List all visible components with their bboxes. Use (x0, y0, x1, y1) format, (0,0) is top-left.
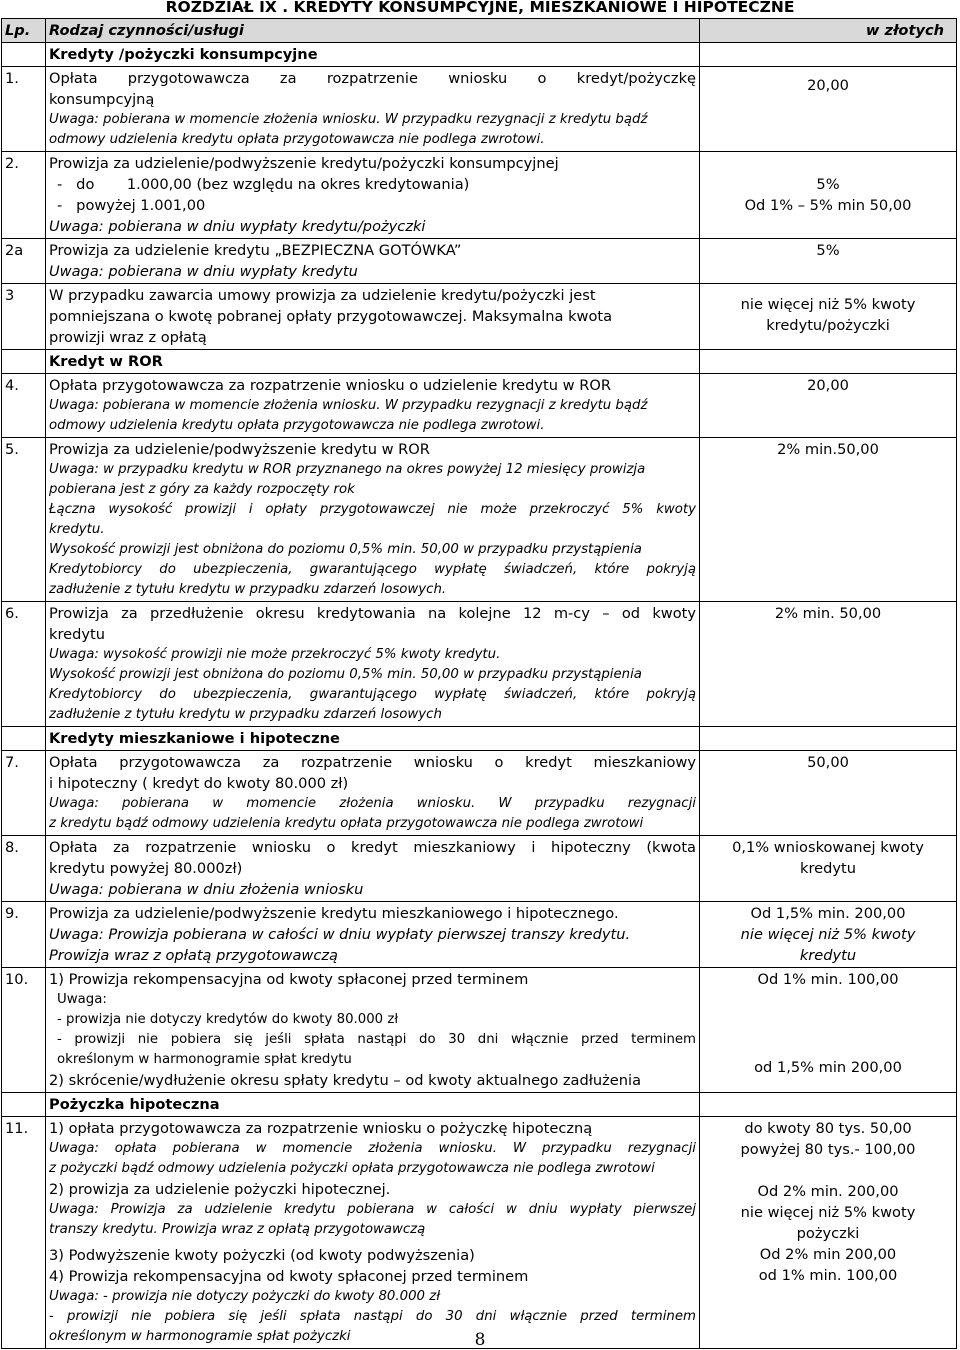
row-value-text: Od 2% min. 200,00 (757, 1183, 899, 1200)
row-value-text: od 1,5% min 200,00 (754, 1059, 902, 1076)
table-row (2, 968, 957, 1093)
row-note: - prowizja nie dotyczy kredytów do kwoty 80.000 zł (57, 1012, 399, 1027)
row-note: Uwaga: pobierana w momencie złożenia wniosku. W przypadku rezygnacji z kredytu bądź (49, 398, 648, 413)
row-description (46, 602, 700, 727)
section-consumer: Kredyty /pożyczki konsumpcyjne (46, 43, 700, 67)
row-number: 3 (2, 284, 46, 350)
row-text: pomniejszana o kwotę pobranej opłaty przygotowawczej. Maksymalna kwota (49, 308, 613, 325)
section-mortgage: Kredyty mieszkaniowe i hipoteczne (46, 727, 700, 751)
row-value-text: 20,00 (807, 77, 849, 94)
row-note: Uwaga: pobierana w momencie złożenia wniosku. W przypadku rezygnacji (49, 796, 696, 811)
row-note: transzy kredytu. Prowizja wraz z opłatą przygotowawczą (49, 1222, 426, 1237)
row-note: odmowy udzielenia kredytu opłata przygotowawcza nie podlega zwrotowi. (49, 418, 545, 433)
row-number: 5. (2, 438, 46, 602)
row-text: 1) opłata przygotowawcza za rozpatrzenie wniosku o pożyczkę hipoteczną (49, 1120, 593, 1137)
row-note: określonym w harmonogramie spłat kredytu (57, 1052, 352, 1067)
row-description (46, 751, 700, 836)
table-row (2, 374, 957, 438)
row-value-text: 0,1% wnioskowanej kwoty (732, 839, 924, 856)
row-note: Uwaga: Prowizja za udzielenie kredytu pobierana w całości w dniu wypłaty pierwszej (49, 1202, 696, 1217)
row-value (700, 836, 957, 902)
row-description (46, 67, 700, 152)
row-value (700, 67, 957, 152)
row-number: 8. (2, 836, 46, 902)
row-note: Wysokość prowizji jest obniżona do poziomu 0,5% min. 50,00 w przypadku przystąpienia (49, 667, 642, 682)
row-value (700, 968, 957, 1093)
row-number: 9. (2, 902, 46, 968)
row-text: 2) prowizja za udzielenie pożyczki hipotecznej. (49, 1181, 391, 1198)
row-value-text: 5% (816, 242, 840, 259)
row-note: Uwaga: pobierana w dniu wypłaty kredytu (49, 263, 358, 280)
row-value-text: pożyczki (796, 1225, 860, 1242)
table-header (2, 19, 957, 43)
row-note: odmowy udzielenia kredytu opłata przygotowawcza nie podlega zwrotowi. (49, 132, 545, 147)
row-note: Łączna wysokość prowizji i opłaty przygotowawczej nie może przekroczyć 5% kwoty (49, 502, 696, 517)
table-row (2, 902, 957, 968)
row-value-text: nie więcej niż 5% kwoty (740, 1204, 916, 1221)
row-note: - prowizji nie pobiera się jeśli spłata nastąpi do 30 dni włącznie przed terminem (49, 1309, 696, 1324)
row-note: kredytu. (49, 522, 105, 537)
row-note: Uwaga: Prowizja pobierana w całości w dniu wypłaty pierwszej transzy kredytu. (49, 926, 631, 943)
row-text: Opłata przygotowawcza za rozpatrzenie wniosku o udzielenie kredytu w ROR (49, 377, 611, 394)
table-row (2, 67, 957, 152)
row-note: Uwaga: pobierana w dniu wypłaty kredytu/pożyczki (49, 218, 426, 235)
row-value (700, 1117, 957, 1349)
section-row (2, 350, 957, 374)
row-description (46, 152, 700, 239)
table-row (2, 239, 957, 284)
row-number: 6. (2, 602, 46, 727)
row-note: Uwaga: wysokość prowizji nie może przekroczyć 5% kwoty kredytu. (49, 647, 501, 662)
header-lp: Lp. (2, 19, 46, 43)
row-text: Prowizja za udzielenie kredytu „BEZPIECZNA GOTÓWKA” (49, 242, 462, 259)
row-text: Opłata przygotowawcza za rozpatrzenie wniosku o kredyt/pożyczkę (49, 70, 696, 87)
row-text: 4) Prowizja rekompensacyjna od kwoty spłaconej przed terminem (49, 1268, 529, 1285)
row-text: 2) skrócenie/wydłużenie okresu spłaty kredytu – od kwoty aktualnego zadłużenia (49, 1072, 642, 1089)
row-value (700, 284, 957, 350)
row-note: - prowizji nie pobiera się jeśli spłata nastąpi do 30 dni włącznie przed terminem (57, 1032, 696, 1047)
section-row (2, 727, 957, 751)
row-value-text: kredytu (800, 860, 856, 877)
row-description (46, 374, 700, 438)
row-value-text: nie więcej niż 5% kwoty (740, 926, 916, 943)
row-description (46, 902, 700, 968)
row-value-text: 5% (816, 176, 840, 193)
row-value-text: nie więcej niż 5% kwoty (740, 296, 916, 313)
row-text: konsumpcyjną (49, 91, 155, 108)
row-description (46, 1117, 700, 1349)
row-value-text: 2% min.50,00 (777, 441, 879, 458)
row-value-text: Od 2% min 200,00 (759, 1246, 897, 1263)
row-number: 7. (2, 751, 46, 836)
row-value (700, 374, 957, 438)
row-number: 2a (2, 239, 46, 284)
row-description (46, 836, 700, 902)
row-number: 1. (2, 67, 46, 152)
row-value (700, 438, 957, 602)
row-note: Kredytobiorcy do ubezpieczenia, gwarantującego wypłatę świadczeń, które pokryją (49, 562, 696, 577)
row-value-text: 50,00 (807, 754, 849, 771)
row-description (46, 284, 700, 350)
table-row (2, 1117, 957, 1349)
header-unit: w złotych (700, 19, 957, 43)
row-description (46, 968, 700, 1093)
section-row (2, 43, 957, 67)
row-number: 10. (2, 968, 46, 1093)
fees-table (1, 18, 957, 1349)
row-value-text: 20,00 (807, 377, 849, 394)
row-text: kredytu (49, 626, 105, 643)
row-text: Prowizja za udzielenie/podwyższenie kredytu/pożyczki konsumpcyjnej (49, 155, 559, 172)
row-text: 1) Prowizja rekompensacyjna od kwoty spłaconej przed terminem (49, 971, 529, 988)
row-description (46, 239, 700, 284)
row-note: zadłużenie z tytułu kredytu w przypadku zdarzeń losowych. (49, 582, 447, 597)
row-value (700, 902, 957, 968)
row-note: Wysokość prowizji jest obniżona do poziomu 0,5% min. 50,00 w przypadku przystąpienia (49, 542, 642, 557)
row-note: Uwaga: pobierana w dniu złożenia wniosku (49, 881, 364, 898)
table-row (2, 602, 957, 727)
row-value (700, 751, 957, 836)
row-text: Prowizja za udzielenie/podwyższenie kredytu mieszkaniowego i hipotecznego. (49, 905, 619, 922)
row-note: Uwaga: opłata pobierana w momencie złożenia wniosku. W przypadku rezygnacji (49, 1141, 696, 1156)
row-value-text: do kwoty 80 tys. 50,00 (744, 1120, 912, 1137)
row-note: Uwaga: pobierana w momencie złożenia wniosku. W przypadku rezygnacji z kredytu bądź (49, 112, 648, 127)
row-value-text: kredytu (799, 947, 857, 964)
row-note: Uwaga: - prowizja nie dotyczy pożyczki do kwoty 80.000 zł (49, 1289, 441, 1304)
row-number: 11. (2, 1117, 46, 1349)
row-value-text: 2% min. 50,00 (774, 605, 882, 622)
row-note: pobierana jest z góry za każdy rozpoczęty rok (49, 482, 355, 497)
row-description (46, 438, 700, 602)
page-title: ROZDZIAŁ IX . KREDYTY KONSUMPCYJNE, MIESZKANIOWE I HIPOTECZNE (165, 0, 795, 16)
row-note: Uwaga: w przypadku kredytu w ROR przyznanego na okres powyżej 12 miesięcy prowizja (49, 462, 646, 477)
row-value-text: Od 1% – 5% min 50,00 (744, 197, 912, 214)
row-text: W przypadku zawarcia umowy prowizja za udzielenie kredytu/pożyczki jest (49, 287, 596, 304)
row-value-text: powyżej 80 tys.- 100,00 (740, 1141, 916, 1158)
page-number: 8 (474, 1330, 486, 1350)
row-number: 2. (2, 152, 46, 239)
row-note: Uwaga: (57, 992, 107, 1007)
row-text: Opłata przygotowawcza za rozpatrzenie wniosku o kredyt mieszkaniowy (49, 754, 696, 771)
row-value-text: od 1% min. 100,00 (758, 1267, 898, 1284)
row-note: z pożyczki bądź odmowy udzielenia pożyczki opłata przygotowawcza nie podlega zwrotowi (49, 1161, 655, 1176)
table-row (2, 152, 957, 239)
row-text: - do 1.000,00 (bez względu na okres kredytowania) (57, 176, 470, 193)
row-text: Prowizja za udzielenie/podwyższenie kredytu w ROR (49, 441, 430, 458)
row-text: prowizji wraz z opłatą (49, 329, 207, 346)
table-row (2, 284, 957, 350)
section-ror: Kredyt w ROR (46, 350, 700, 374)
row-value-text: kredytu/pożyczki (766, 317, 890, 334)
section-mortgage-loan: Pożyczka hipoteczna (46, 1093, 700, 1117)
row-text: kredytu powyżej 80.000zł) (49, 860, 243, 877)
table-row (2, 438, 957, 602)
header-type: Rodzaj czynności/usługi (46, 19, 700, 43)
table-row (2, 751, 957, 836)
row-text: - powyżej 1.001,00 (57, 197, 206, 214)
table-row (2, 836, 957, 902)
section-row (2, 1093, 957, 1117)
row-note: Kredytobiorcy do ubezpieczenia, gwarantującego wypłatę świadczeń, które pokryją (49, 687, 696, 702)
row-text: 3) Podwyższenie kwoty pożyczki (od kwoty podwyższenia) (49, 1247, 475, 1264)
row-number: 4. (2, 374, 46, 438)
row-value-text: Od 1,5% min. 200,00 (750, 905, 906, 922)
row-note: z kredytu bądź odmowy udzielenia kredytu opłata przygotowawcza nie podlega zwrotowi (49, 816, 644, 831)
row-value (700, 602, 957, 727)
row-text: Prowizja za przedłużenie okresu kredytowania na kolejne 12 m-cy – od kwoty (49, 605, 696, 622)
row-note: Prowizja wraz z opłatą przygotowawczą (49, 947, 338, 964)
row-note: zadłużenie z tytułu kredytu w przypadku zdarzeń losowych (49, 707, 442, 722)
row-text: i hipoteczny ( kredyt do kwoty 80.000 zł) (49, 775, 349, 792)
row-note: określonym w harmonogramie spłat pożyczki (49, 1329, 351, 1344)
row-value (700, 239, 957, 284)
row-value (700, 152, 957, 239)
row-text: Opłata za rozpatrzenie wniosku o kredyt mieszkaniowy i hipoteczny (kwota (49, 839, 696, 856)
row-value-text: Od 1% min. 100,00 (757, 971, 899, 988)
